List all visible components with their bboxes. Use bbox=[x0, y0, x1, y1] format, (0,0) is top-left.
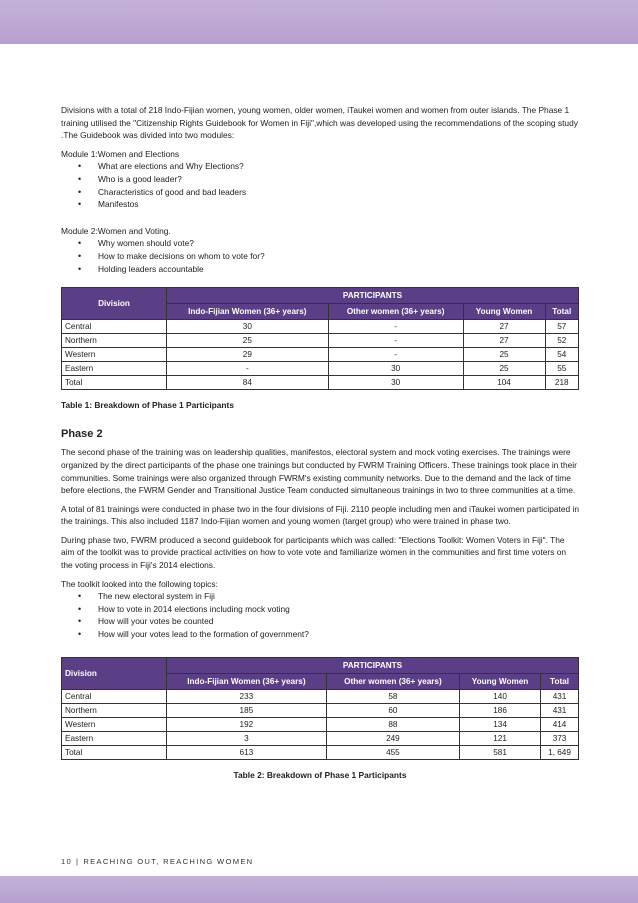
table-cell: 84 bbox=[167, 376, 329, 390]
table-row bbox=[62, 745, 579, 759]
table-row bbox=[62, 348, 579, 362]
table-cell: 25 bbox=[167, 334, 329, 348]
table-cell: 140 bbox=[460, 689, 541, 703]
table-cell: 1, 649 bbox=[541, 745, 579, 759]
list-item: • The new electoral system in Fiji bbox=[98, 590, 579, 603]
list-item: • Holding leaders accountable bbox=[98, 263, 579, 276]
column-header: Indo-Fijian Women (36+ years) bbox=[167, 673, 327, 689]
table-cell: Total bbox=[62, 376, 167, 390]
page-number: 10 bbox=[61, 857, 73, 866]
table-cell: 581 bbox=[460, 745, 541, 759]
module-1-list bbox=[61, 160, 579, 210]
table-row bbox=[62, 703, 579, 717]
table-row bbox=[62, 320, 579, 334]
table-cell: - bbox=[328, 334, 463, 348]
table-cell: 121 bbox=[460, 731, 541, 745]
table-cell: 30 bbox=[328, 362, 463, 376]
table-row bbox=[62, 689, 579, 703]
intro-paragraph: Divisions with a total of 218 Indo-Fijian women, young women, older women, iTaukei women and women from outer islands. The Phase 1 training utilised the "Citizenship Rights Guidebook for Women in Fiji",which was developed using the recommendations of the scoping study .The Guidebook was divided into two modules: bbox=[61, 105, 578, 141]
division-header: Division bbox=[62, 288, 167, 320]
table-cell: 58 bbox=[326, 689, 459, 703]
table-cell: 233 bbox=[167, 689, 327, 703]
table-row bbox=[62, 376, 579, 390]
footer-band bbox=[0, 876, 638, 903]
table-cell: - bbox=[167, 362, 329, 376]
list-item: • Why women should vote? bbox=[98, 237, 579, 250]
table-cell: 3 bbox=[167, 731, 327, 745]
table-cell: 134 bbox=[460, 717, 541, 731]
table-cell: Central bbox=[62, 689, 167, 703]
table-cell: Eastern bbox=[62, 362, 167, 376]
table-cell: 218 bbox=[545, 376, 578, 390]
table-cell: Total bbox=[62, 745, 167, 759]
participants-header: PARTICIPANTS bbox=[167, 657, 579, 673]
table-row bbox=[62, 717, 579, 731]
table-cell: 186 bbox=[460, 703, 541, 717]
table-cell: 30 bbox=[328, 376, 463, 390]
phase-2-paragraph: The second phase of the training was on leadership qualities, manifestos, electoral system and mock voting exercises. The trainings were organized by the direct participants of the phase one trainings but conducted by FWRM Training Officers. These trainings took place in their communities. Some trainings were also organized through FWRM's existing community networks. Due to the demand and the lack of time before elections, the FWRM Gender and Transitional Justice Team conducted simultaneous trainings in two to three communities at a time. bbox=[61, 447, 577, 496]
list-item: • How will your votes be counted bbox=[98, 615, 579, 628]
list-item: • How to vote in 2014 elections including mock voting bbox=[98, 603, 579, 616]
table-cell: 25 bbox=[463, 362, 545, 376]
column-header: Young Women bbox=[463, 304, 545, 320]
table-row bbox=[62, 334, 579, 348]
module-1-title: Module 1:Women and Elections bbox=[61, 148, 180, 159]
page-content bbox=[61, 104, 579, 781]
table-cell: 27 bbox=[463, 334, 545, 348]
list-item: • What are elections and Why Elections? bbox=[98, 160, 579, 173]
table-1-caption: Table 1: Breakdown of Phase 1 Participants bbox=[61, 400, 234, 411]
column-header: Total bbox=[541, 673, 579, 689]
table-cell: 52 bbox=[545, 334, 578, 348]
phase-2-paragraph: During phase two, FWRM produced a second guidebook for participants which was called: "Elections Toolkit: Women Voters in Fiji". The aim of the toolkit was to provide practical activities on how to vote vote and familiarize women in the communities and first time voters on the voting process in Fiji's 2014 elections. bbox=[61, 534, 567, 571]
table-cell: 414 bbox=[541, 717, 579, 731]
page-footer bbox=[61, 857, 253, 866]
toolkit-topics-list bbox=[61, 590, 579, 640]
table-cell: 55 bbox=[545, 362, 578, 376]
table-cell: 30 bbox=[167, 320, 329, 334]
table-cell: 455 bbox=[326, 745, 459, 759]
list-item: • Characteristics of good and bad leaders bbox=[98, 186, 579, 199]
table-cell: 25 bbox=[463, 348, 545, 362]
table-cell: - bbox=[328, 320, 463, 334]
table-cell: 185 bbox=[167, 703, 327, 717]
table-cell: 29 bbox=[167, 348, 329, 362]
column-header: Total bbox=[545, 304, 578, 320]
phase-2-table bbox=[61, 657, 579, 760]
table-cell: 613 bbox=[167, 745, 327, 759]
table-cell: 104 bbox=[463, 376, 545, 390]
module-2-title: Module 2:Women and Voting. bbox=[61, 225, 171, 236]
header-band bbox=[0, 0, 638, 44]
list-item: • Manifestos bbox=[98, 198, 579, 211]
table-cell: Northern bbox=[62, 334, 167, 348]
table-cell: Western bbox=[62, 348, 167, 362]
division-header: Division bbox=[62, 657, 167, 689]
column-header: Young Women bbox=[460, 673, 541, 689]
list-item: • Who is a good leader? bbox=[98, 173, 579, 186]
table-cell: 60 bbox=[326, 703, 459, 717]
table-cell: 373 bbox=[541, 731, 579, 745]
table-cell: Western bbox=[62, 717, 167, 731]
table-cell: 57 bbox=[545, 320, 578, 334]
publication-title: REACHING OUT, REACHING WOMEN bbox=[83, 857, 254, 866]
phase-2-heading: Phase 2 bbox=[61, 427, 103, 440]
list-item: • How to make decisions on whom to vote for? bbox=[98, 250, 579, 263]
footer-separator: | bbox=[76, 857, 80, 866]
phase-1-table bbox=[61, 287, 579, 390]
list-item: • How will your votes lead to the formation of government? bbox=[98, 628, 579, 641]
table-cell: 192 bbox=[167, 717, 327, 731]
phase-2-paragraph: A total of 81 trainings were conducted in phase two in the four divisions of Fiji. 2110 people including men and iTaukei women participated in the trainings. This also included 1187 Indo-Fijian women and young women (target group) who were trained in phase two. bbox=[61, 503, 580, 527]
table-cell: Northern bbox=[62, 703, 167, 717]
participants-header: PARTICIPANTS bbox=[167, 288, 579, 304]
table-cell: - bbox=[328, 348, 463, 362]
module-2-list bbox=[61, 237, 579, 275]
table-cell: 431 bbox=[541, 703, 579, 717]
column-header: Other women (36+ years) bbox=[326, 673, 459, 689]
table-2-caption: Table 2: Breakdown of Phase 1 Participants bbox=[233, 769, 407, 780]
table-cell: 54 bbox=[545, 348, 578, 362]
table-cell: 88 bbox=[326, 717, 459, 731]
table-row bbox=[62, 731, 579, 745]
table-cell: 249 bbox=[326, 731, 459, 745]
table-cell: 27 bbox=[463, 320, 545, 334]
table-cell: Eastern bbox=[62, 731, 167, 745]
table-cell: 431 bbox=[541, 689, 579, 703]
column-header: Other women (36+ years) bbox=[328, 304, 463, 320]
table-cell: Central bbox=[62, 320, 167, 334]
column-header: Indo-Fijian Women (36+ years) bbox=[167, 304, 329, 320]
table-row bbox=[62, 362, 579, 376]
toolkit-intro: The toolkit looked into the following topics: bbox=[61, 578, 218, 589]
